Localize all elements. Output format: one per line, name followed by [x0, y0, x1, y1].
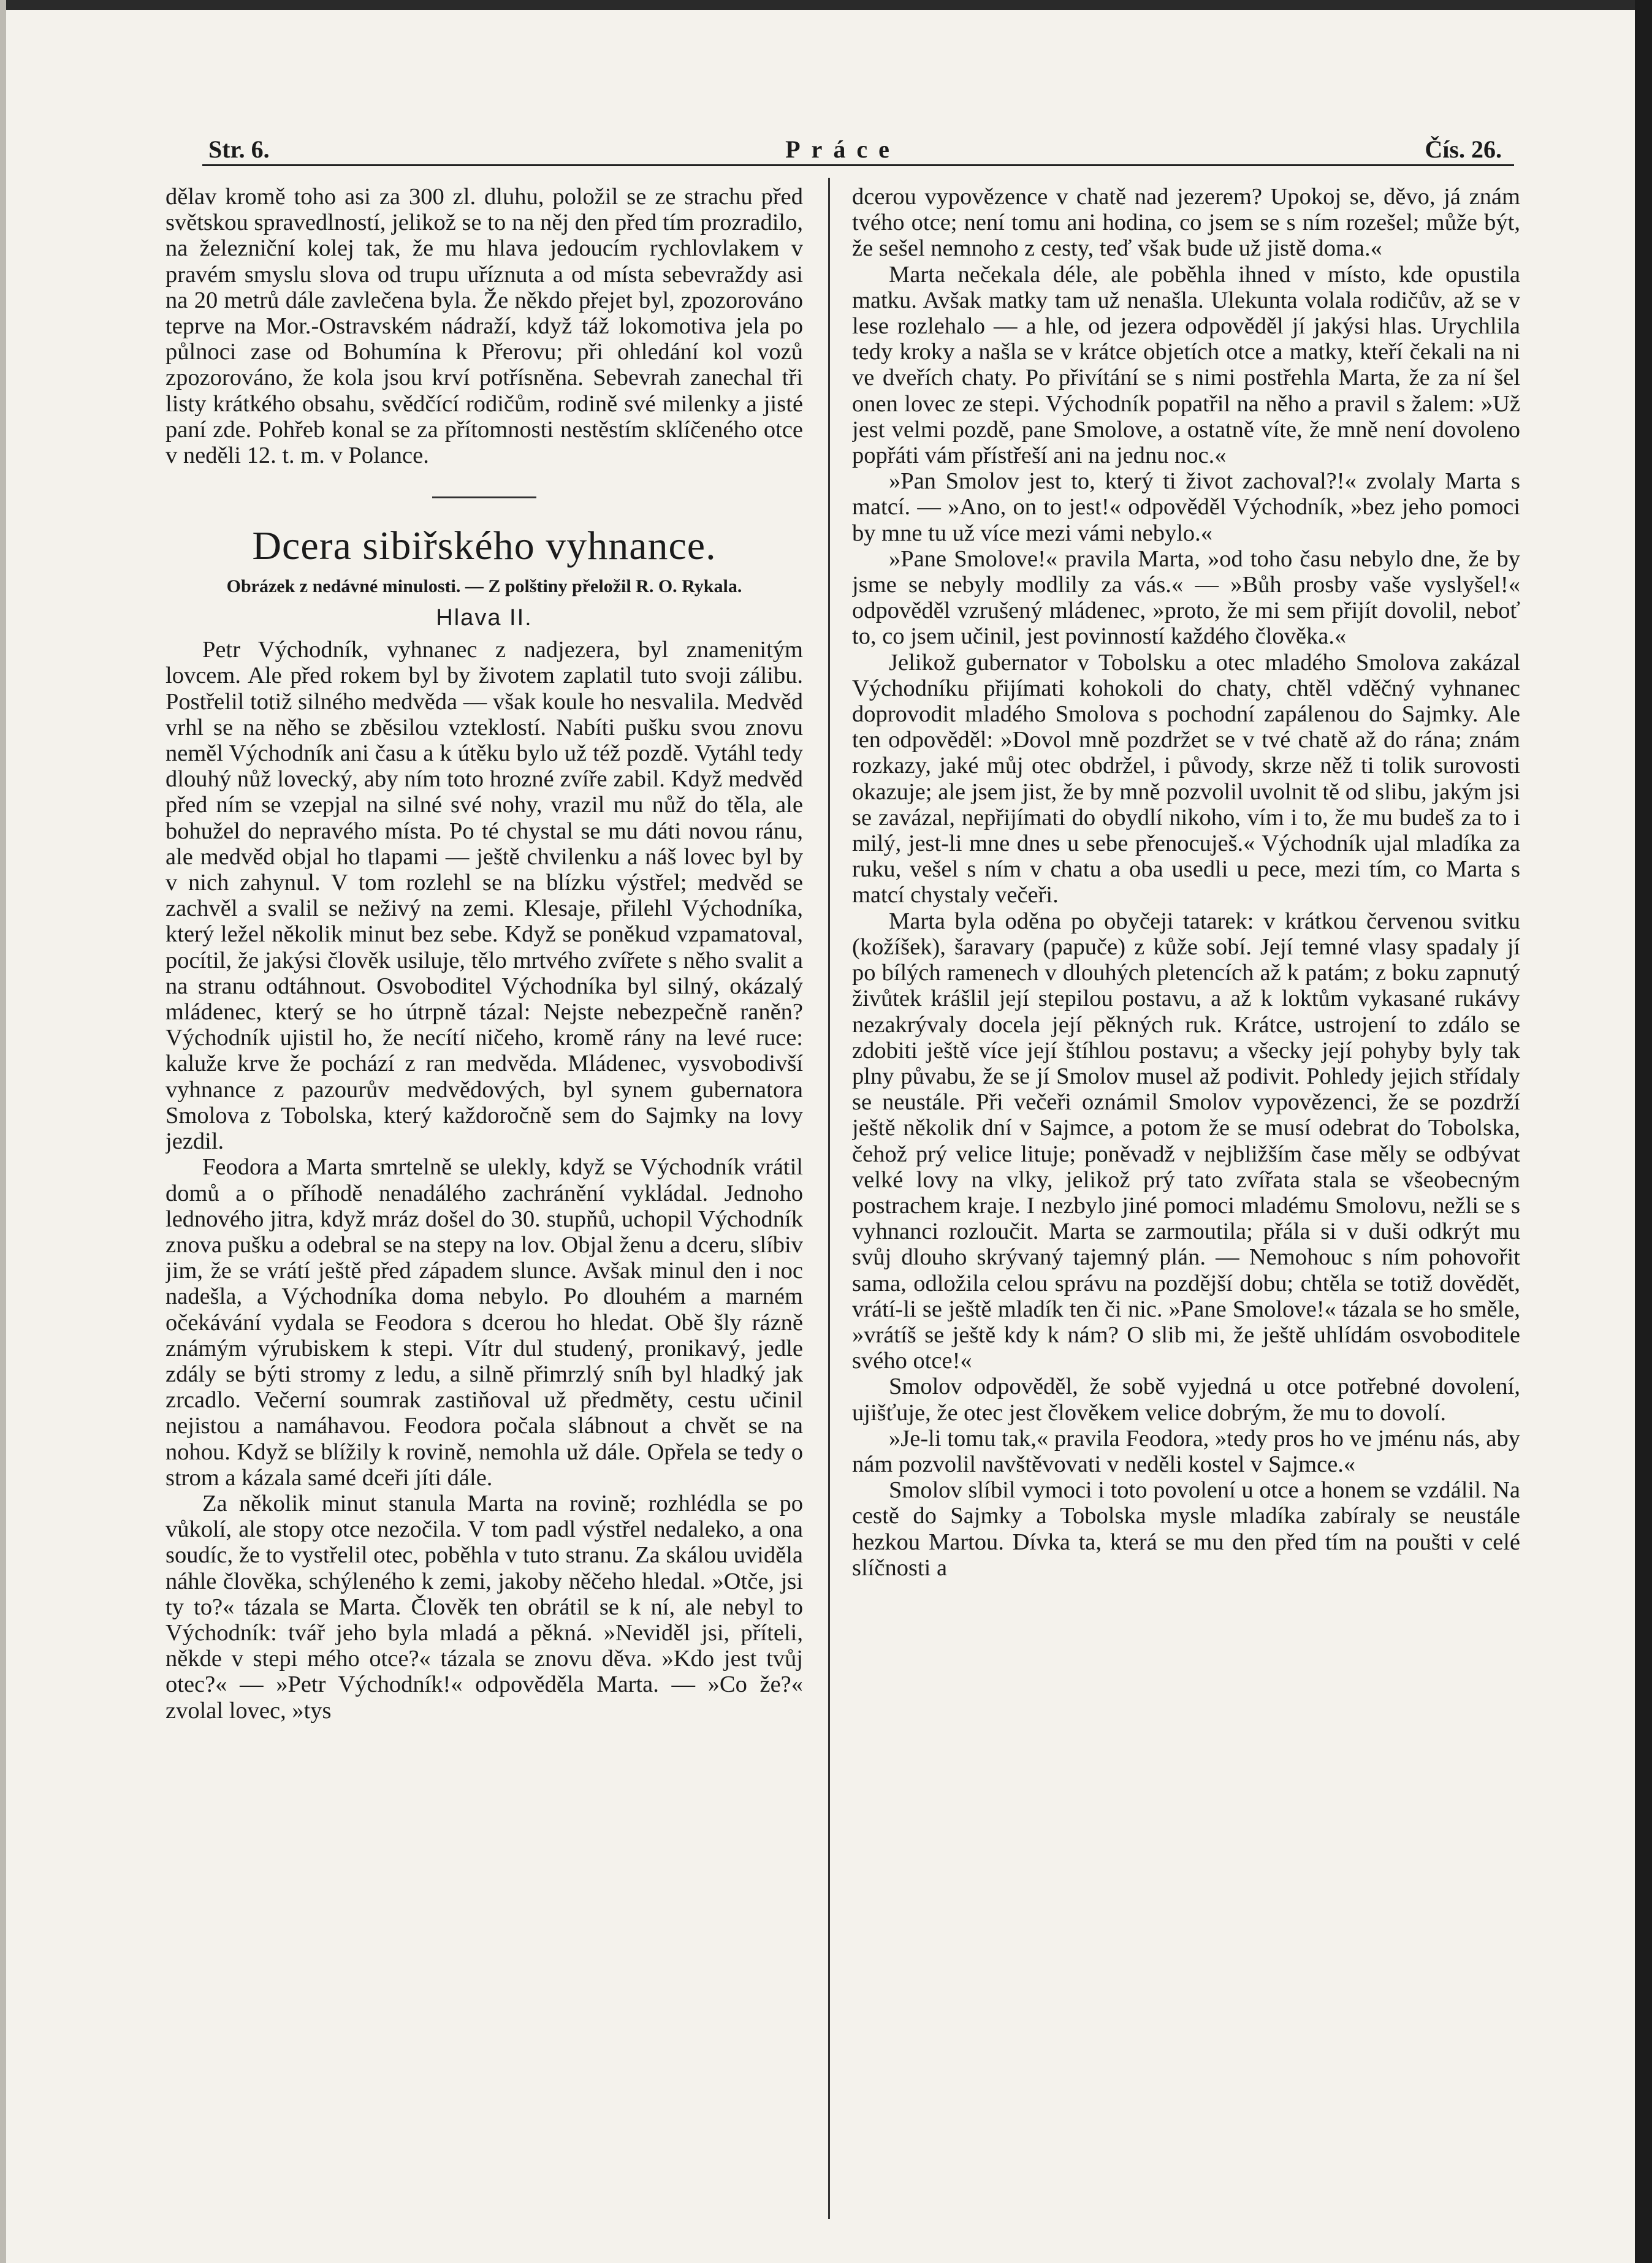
- paragraph: Marta byla oděna po obyčeji tatarek: v krátkou červenou svitku (kožíšek), šaravary (papuče) z kůže sobí. Její temné vlasy spadaly jí po bílých ramenech v dlouhých pletencích až k patám; z boku zapnutý živůtek krášlil její stepilou postavu, a až k loktům vykasané rukávy nezakrývaly docela její pěkných ruk. Krátce, ustrojení to zdálo se zdobiti ještě více její štíhlou postavu; a všecky její pohyby byly tak plny půvabu, že se jí Smolov musel až podivit. Pohledy jejich střídaly se neustále. Při večeři oznámil Smolov vypovězenci, že se pozdrží ještě několik dní v Sajmce, a potom že se musí odebrat do Tobolska, čehož prý velice lituje; poněvadž v nejbližším čase měly se odbývat velké lovy na vlky, jelikož prý tato zvířata stala se všeobecným postrachem kraje. I nezbylo jiné pomoci mladému Smolovu, nežli se s vyhnanci rozloučit. Marta se zarmoutila; přála si v duši odkrýt mu svůj dlouho skrývaný tajemný plán. — Nemohouc s ním pohovořit sama, odložila celou správu na pozdější dobu; chtěla se totiž dovědět, vrátí-li se ještě mladík ten či nic. »Pane Smolove!« tázala se ho směle, »vrátíš se ještě kdy k nám? O slib mi, že ještě uhlídám osvoboditele svého otce!«: [852, 908, 1520, 1374]
- newspaper-title: Práce: [785, 135, 900, 163]
- header-rule: [202, 164, 1514, 166]
- scan-border-left: [0, 0, 6, 2263]
- article-subtitle: Obrázek z nedávné minulosti. — Z polštiny přeložil R. O. Rykala.: [226, 576, 742, 597]
- paragraph: Marta nečekala déle, ale poběhla ihned v místo, kde opustila matku. Avšak matky tam už nenašla. Ulekunta volala rodičův, až se v lese rozlehalo — a hle, od jezera odpověděl jí jakýsi hlas. Urychlila tedy kroky a našla se v krátce objetích otce a matky, kteří čekali na ni ve dveřích chaty. Po přivítání se s nimi postřehla Marta, že za ní šel onen lovec ze stepi. Východník popatřil na něho a pravil s žalem: »Už jest velmi pozdě, pane Smolove, a ostatně víte, že mně není dovoleno popřáti vám přístřeší ani na jednu noc.«: [852, 261, 1520, 469]
- paragraph: Jelikož gubernator v Tobolsku a otec mladého Smolova zakázal Východníku přijímati kohokoli do chaty, chtěl vděčný vyhnanec doprovodit mladého Smolova s pochodní zapálenou do Sajmky. Ale ten odpověděl: »Dovol mně pozdržet se v tvé chatě až do rána; znám rozkazy, jaké můj otec obdržel, i původy, skrze něž ti tolik surovosti okazuje; ale jsem jist, že by mně pozvolil uvolnit tě od slibu, jakým jsi se zavázal, nepřijímati do obydlí nikoho, vím i to, že mu budeš za to i milý, jest-li mne dnes u sebe přenocuješ.« Východník ujal mladíka za ruku, vešel s ním v chatu a oba usedli u pece, mezi tím, co Marta s matcí chystaly večeři.: [852, 649, 1520, 908]
- scan-border-right: [1635, 0, 1652, 2263]
- paragraph: Feodora a Marta smrtelně se ulekly, když se Východník vrátil domů a o příhodě nenadálého zachránění vykládal. Jednoho lednového jitra, když mráz došel do 30. stupňů, uchopil Východník znova pušku a odebral se na stepy na lov. Objal ženu a dceru, slíbiv jim, že se vrátí ještě před západem slunce. Avšak minul den i noc nadešla, a Východníka doma nebylo. Po dlouhém a marném očekávání vydala se Feodora s dcerou ho hledat. Obě šly rázně známým výrubiskem k stepi. Vítr dul studený, pronikavý, jedle zdály se býti stromy z ledu, a silně přimrzlý sníh byl hladký jak zrcadlo. Večerní soumrak zastiňoval už předměty, cestu učinil nejistou a namáhavou. Feodora počala slábnout a chvět se na nohou. Když se blížily k rovině, nemohla už dále. Opřela se tedy o strom a kázala samé dceři jíti dále.: [166, 1154, 803, 1491]
- right-column: [852, 184, 1520, 2225]
- chapter-heading: Hlava II.: [436, 605, 533, 631]
- paragraph: Petr Východník, vyhnanec z nadjezera, byl znamenitým lovcem. Ale před rokem byl by životem zaplatil tuto svoji zálibu. Postřelil totiž silného medvěda — však koule ho nesvalila. Medvěd vrhl se na něho se zběsilou vzteklostí. Nabíti pušku svou znovu neměl Východník ani času a k útěku bylo už též pozdě. Vytáhl tedy dlouhý nůž lovecký, aby ním toto hrozné zvíře zabil. Když medvěd před ním se vzepjal na silné své nohy, vrazil mu nůž do těla, ale bohužel do nepravého místa. Po té chystal se mu dáti novou ránu, ale medvěd objal ho tlapami — ještě chvilenku a náš lovec byl by v nich zahynul. V tom rozlehl se na blízku výstřel; medvěd se zachvěl a svalil se neživý na zemi. Klesaje, přilehl Východníka, který ležel několik minut bez sebe. Když se poněkud vzpamatoval, pocítil, že jakýsi člověk usiluje, tělo mrtvého zvířete s něho svalit a na stranu odtáhnout. Osvoboditel Východníka byl silný, okázalý mládenec, který se ho útrpně tázal: Nejste nebezpečně raněn? Východník ujistil ho, že necítí ničeho, kromě rány na levé ruce: kaluže krve že pochází z ran medvěda. Mládenec, vysvobodivší vyhnance z pazourův medvědových, byl synem gubernatora Smolova z Tobolska, který každoročně sem do Sajmky na lovy jezdil.: [166, 637, 803, 1155]
- intro-paragraph: dělav kromě toho asi za 300 zl. dluhu, položil se ze strachu před světskou spravedlností, jelikož se to na něj den před tím prozradilo, na železniční kolej tak, že mu hlava jedoucím rychlovlakem v pravém smyslu slova od trupu uříznuta a od místa sebevraždy asi na 20 metrů dále zavlečena byla. Že někdo přejet byl, zpozorováno teprve na Mor.-Ostravském nádraží, když táž lokomotiva jela po půlnoci zase od Bohumína k Přerovu; při ohledání kol vozů zpozorováno, že kola jsou krví potřísněna. Sebevrah zanechal tři listy krátkého obsahu, svědčící rodičům, rodině své milenky a jisté paní zde. Pohřeb konal se za přítomnosti nestěstím sklíčeného otce v neděli 12. t. m. v Polance.: [166, 184, 803, 469]
- issue-number: Čís. 26.: [1425, 135, 1502, 163]
- paragraph: Za několik minut stanula Marta na rovině; rozhlédla se po vůkolí, ale stopy otce nezočila. V tom padl výstřel nedaleko, a ona soudíc, že to vystřelil otec, poběhla v tuto stranu. Za skálou uviděla náhle člověka, schýleného k zemi, jakoby něčeho hledal. »Otče, jsi ty to?« tázala se Marta. Člověk ten obrátil se k ní, ale nebyl to Východník: tvář jeho byla mladá a pěkná. »Neviděl jsi, příteli, někde v stepi mého otce?« tázala se znovu děva. »Kdo jest tvůj otec?« — »Petr Východník!« odpověděla Marta. — »Co že?« zvolal lovec, »tys: [166, 1490, 803, 1724]
- scan-border-top: [0, 0, 1652, 10]
- paragraph: Smolov slíbil vymoci i toto povolení u otce a honem se vzdálil. Na cestě do Sajmky a Tobolska mysle mladíka zabíraly se neustále hezkou Martou. Dívka ta, která se mu den před tím na poušti v celé slíčnosti a: [852, 1477, 1520, 1581]
- paragraph: »Pan Smolov jest to, který ti život zachoval?!« zvolaly Marta s matcí. — »Ano, on to jest!« odpověděl Východník, »bez jeho pomoci by mne tu už více mezi vámi nebylo.«: [852, 468, 1520, 546]
- newspaper-page: [166, 116, 1520, 2225]
- paragraph: dcerou vypovězence v chatě nad jezerem? Upokoj se, děvo, já znám tvého otce; není tomu ani hodina, co jsem se s ním rozešel; může být, že sešel nemnoho z cesty, teď však bude už jistě doma.«: [852, 184, 1520, 262]
- page-number: Str. 6.: [208, 135, 270, 163]
- left-column: [166, 184, 803, 2225]
- paragraph: Smolov odpověděl, že sobě vyjedná u otce potřebné dovolení, ujišťuje, že otec jest člověkem velice dobrým, že mu to dovolí.: [852, 1374, 1520, 1426]
- column-divider: [828, 178, 830, 2219]
- paragraph: »Je-li tomu tak,« pravila Feodora, »tedy pros ho ve jménu nás, aby nám pozvolil navštěvovati v neděli kostel v Sajmce.«: [852, 1425, 1520, 1477]
- section-separator: [432, 496, 536, 498]
- article-title: Dcera sibiřského vyhnance.: [252, 523, 717, 569]
- paragraph: »Pane Smolove!« pravila Marta, »od toho času nebylo dne, že by jsme se nebyly modlily za vás.« — »Bůh prosby vaše vyslyšel!« odpověděl vzrušený mládenec, »proto, že mi sem přijít dovolil, neboť to, co jsem učinil, jest povinností každého člověka.«: [852, 546, 1520, 650]
